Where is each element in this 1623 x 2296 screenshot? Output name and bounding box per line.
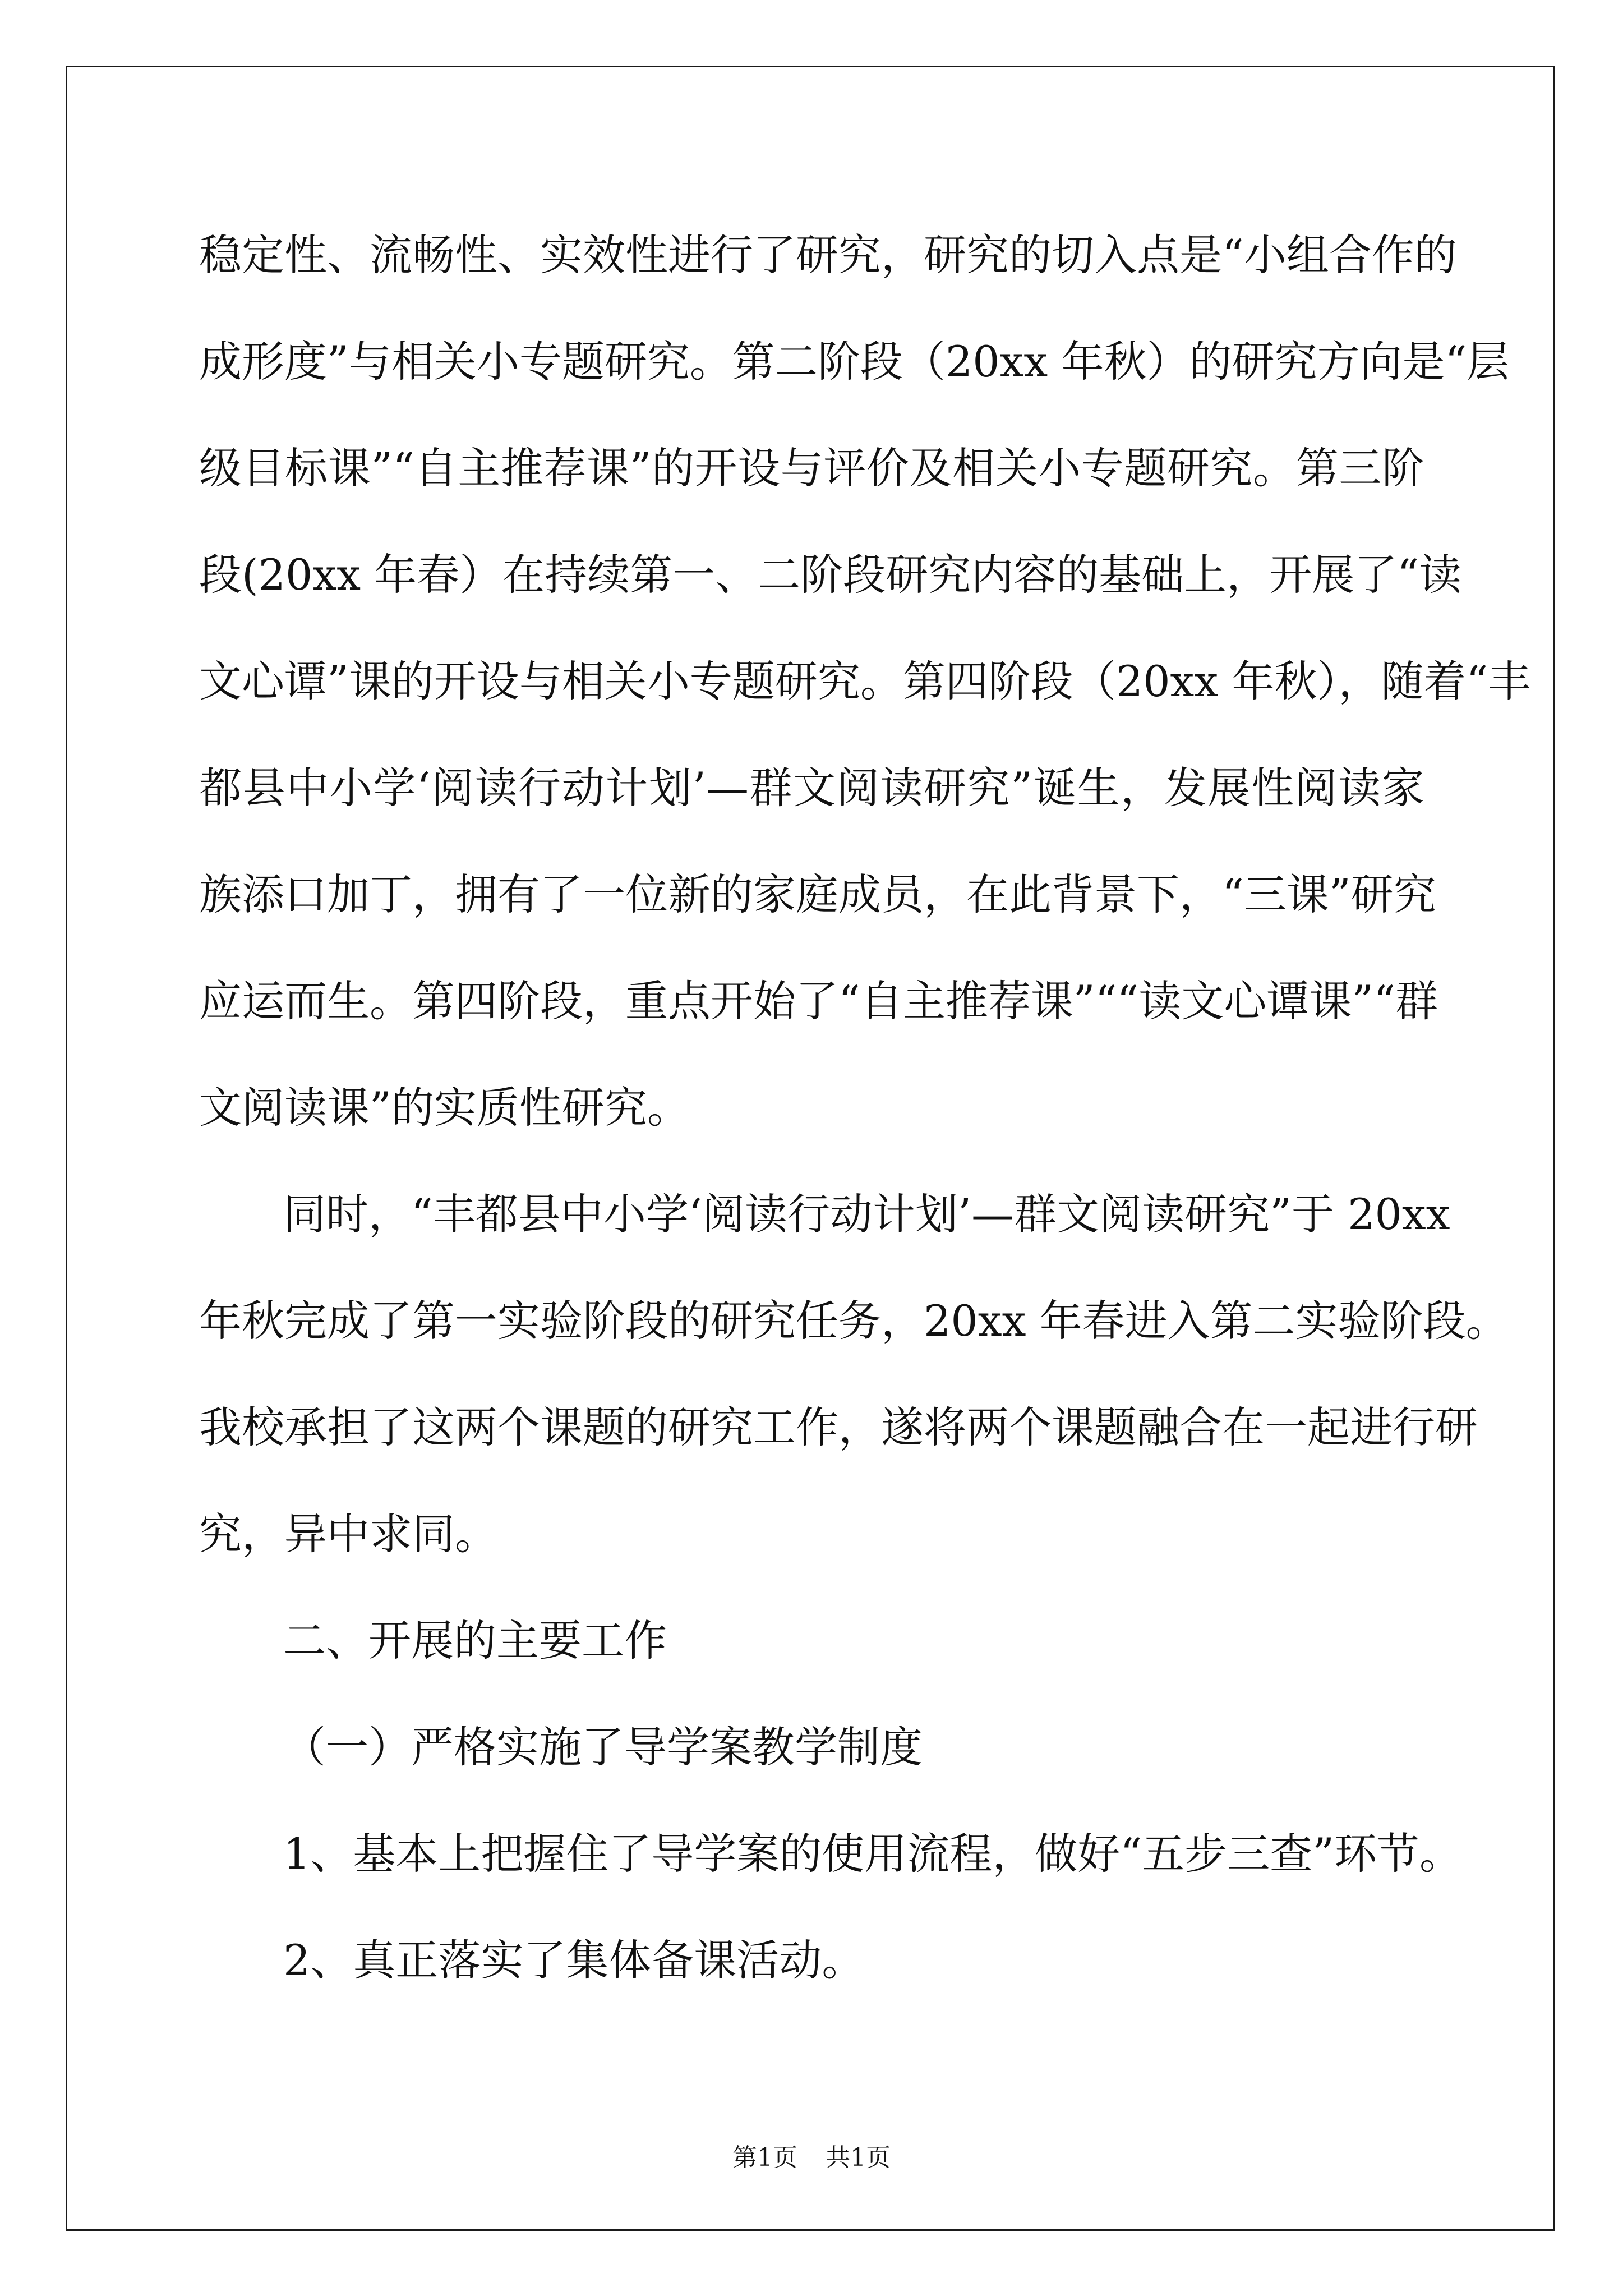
text-line: 都县中小学‘阅读行动计划’—群文阅读研究”诞生，发展性阅读家 <box>199 763 1424 813</box>
text-line: 级目标课”“自主推荐课”的开设与评价及相关小专题研究。第三阶 <box>199 443 1424 493</box>
text-line: 文阅读课”的实质性研究。 <box>199 1083 690 1133</box>
list-item: 1、基本上把握住了导学案的使用流程，做好“五步三查”环节。 <box>283 1829 1463 1879</box>
paragraph-2 <box>199 1161 1509 1588</box>
paragraph-1 <box>199 202 1531 1161</box>
subsection-heading: （一）严格实施了导学案教学制度 <box>283 1722 923 1772</box>
text-line: 究，异中求同。 <box>199 1509 497 1559</box>
text-line: 同时，“丰都县中小学‘阅读行动计划’—群文阅读研究”于 20xx <box>283 1189 1450 1239</box>
list-item: 2、真正落实了集体备课活动。 <box>283 1935 865 1985</box>
text-line: 段(20xx 年春）在持续第一、二阶段研究内容的基础上，开展了“读 <box>199 550 1462 600</box>
page-number: 第1页 <box>732 2143 797 2172</box>
text-line: 年秋完成了第一实验阶段的研究任务，20xx 年春进入第二实验阶段。 <box>199 1296 1509 1346</box>
document-body <box>199 202 1531 2014</box>
text-line: 文心谭”课的开设与相关小专题研究。第四阶段（20xx 年秋），随着“丰 <box>199 656 1531 706</box>
section-heading: 二、开展的主要工作 <box>283 1616 667 1665</box>
text-line: 应运而生。第四阶段，重点开始了“自主推荐课”““读文心谭课”“群 <box>199 976 1438 1026</box>
text-line: 成形度”与相关小专题研究。第二阶段（20xx 年秋）的研究方向是“层 <box>199 337 1510 386</box>
page-total: 共1页 <box>826 2143 891 2172</box>
text-line: 稳定性、流畅性、实效性进行了研究，研究的切入点是“小组合作的 <box>199 230 1457 280</box>
page-footer <box>0 2137 1623 2173</box>
text-line: 族添口加丁，拥有了一位新的家庭成员，在此背景下，“三课”研究 <box>199 869 1436 919</box>
text-line: 我校承担了这两个课题的研究工作，遂将两个课题融合在一起进行研 <box>199 1402 1478 1452</box>
